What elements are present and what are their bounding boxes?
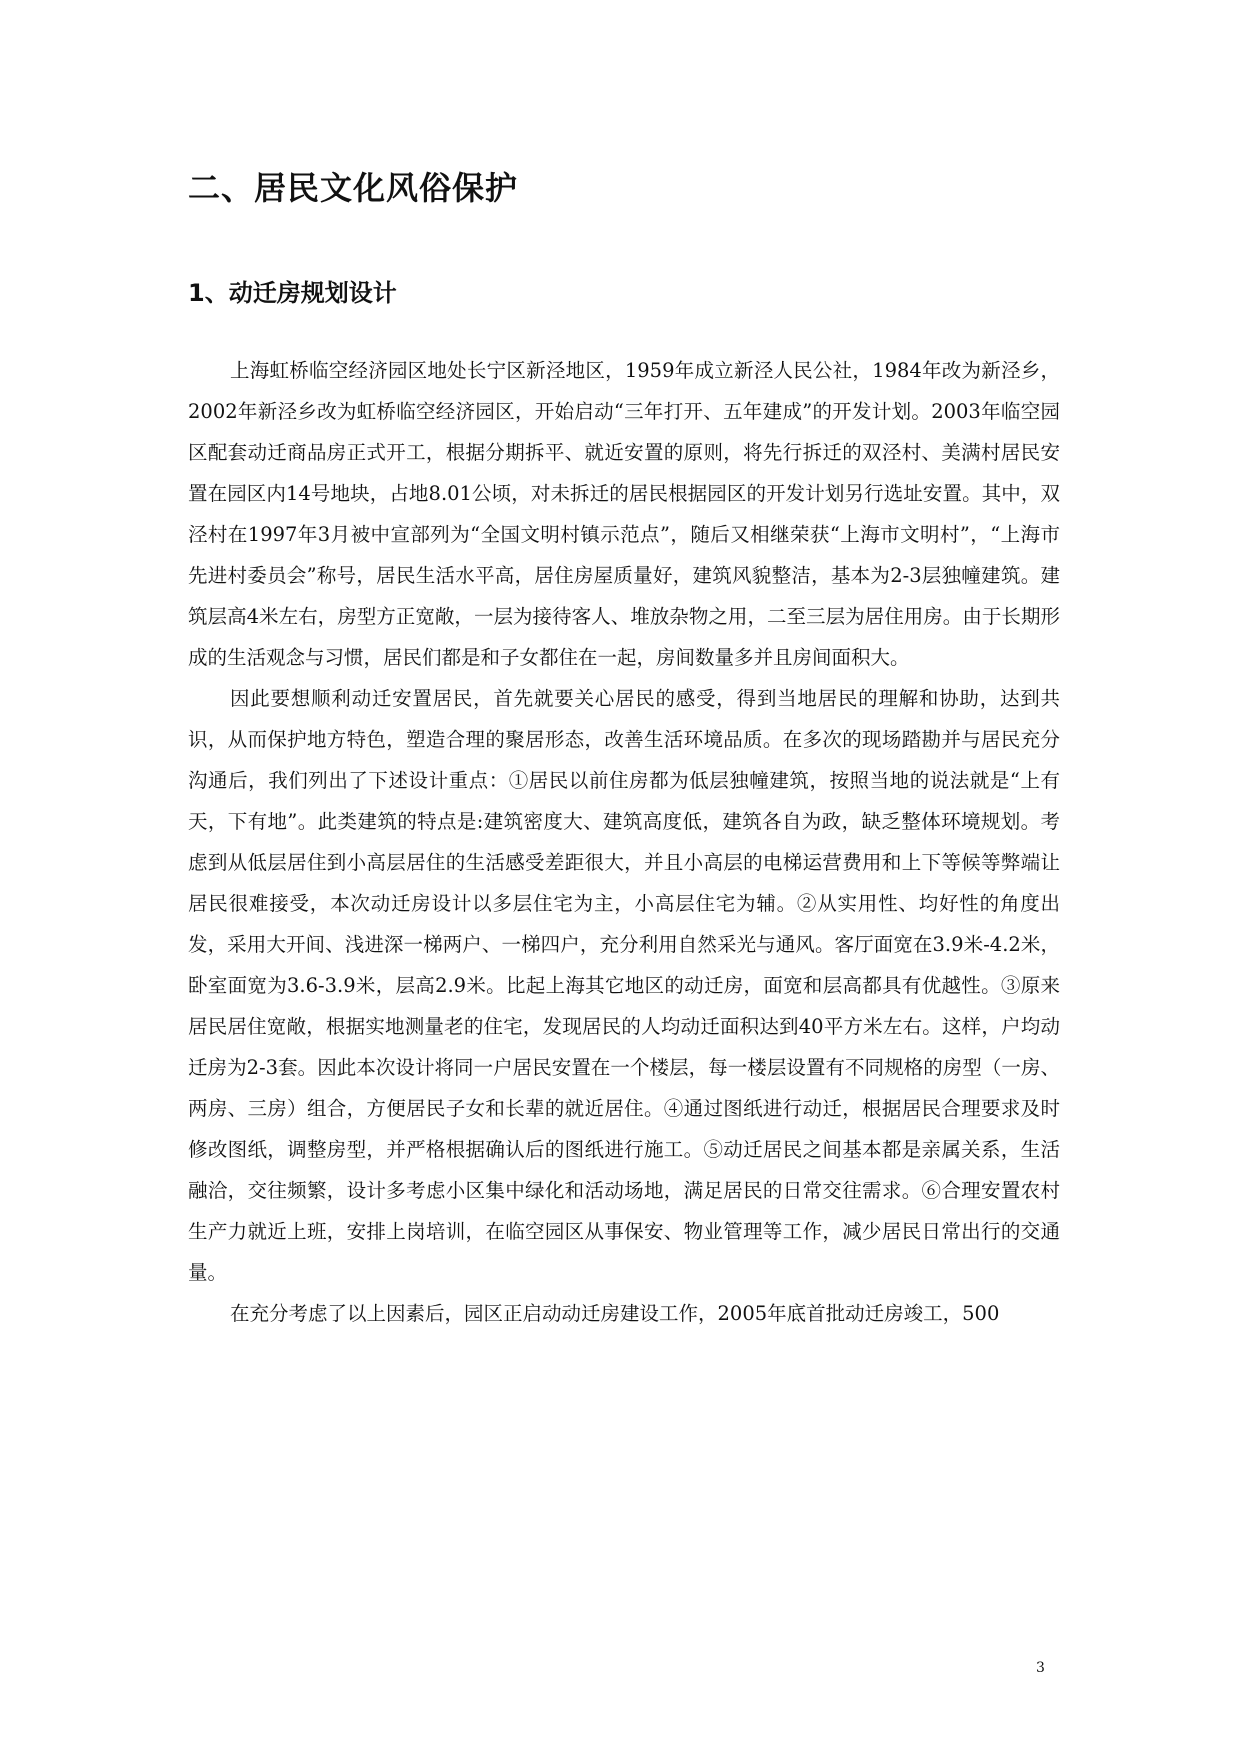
paragraph-2: 因此要想顺利动迁安置居民，首先就要关心居民的感受，得到当地居民的理解和协助，达到共识，从而保护地方特色，塑造合理的聚居形态，改善生活环境品质。在多次的现场踏勘并与居民充分沟通后，我们列出了下述设计重点：①居民以前住房都为低层独幢建筑，按照当地的说法就是“上有天，下有地”。此类建筑的特点是:建筑密度大、建筑高度低，建筑各自为政，缺乏整体环境规划。考虑到从低层居住到小高层居住的生活感受差距很大，并且小高层的电梯运营费用和上下等候等弊端让居民很难接受，本次动迁房设计以多层住宅为主，小高层住宅为辅。②从实用性、均好性的角度出发，采用大开间、浅进深一梯两户、一梯四户，充分利用自然采光与通风。客厅面宽在3.9米-4.2米，卧室面宽为3.6-3.9米，层高2.9米。比起上海其它地区的动迁房，面宽和层高都具有优越性。③原来居民居住宽敞，根据实地测量老的住宅，发现居民的人均动迁面积达到40平方米左右。这样，户均动迁房为2-3套。因此本次设计将同一户居民安置在一个楼层，每一楼层设置有不同规格的房型（一房、两房、三房）组合，方便居民子女和长辈的就近居住。④通过图纸进行动迁，根据居民合理要求及时修改图纸，调整房型，并严格根据确认后的图纸进行施工。⑤动迁居民之间基本都是亲属关系，生活融洽，交往频繁，设计多考虑小区集中绿化和活动场地，满足居民的日常交往需求。⑥合理安置农村生产力就近上班，安排上岗培训，在临空园区从事保安、物业管理等工作，减少居民日常出行的交通量。 (188, 687, 1060, 1284)
paragraph-3: 在充分考虑了以上因素后，园区正启动动迁房建设工作，2005年底首批动迁房竣工，500 (230, 1302, 1000, 1325)
subsection-heading: 1、动迁房规划设计 (188, 279, 397, 307)
section-heading: 二、居民文化风俗保护 (188, 169, 519, 207)
paragraph-1: 上海虹桥临空经济园区地处长宁区新泾地区，1959年成立新泾人民公社，1984年改为新泾乡，2002年新泾乡改为虹桥临空经济园区，开始启动“三年打开、五年建成”的开发计划。2003年临空园区配套动迁商品房正式开工，根据分期拆平、就近安置的原则，将先行拆迁的双泾村、美满村居民安置在园区内14号地块，占地8.01公顷，对未拆迁的居民根据园区的开发计划另行选址安置。其中，双泾村在1997年3月被中宣部列为“全国文明村镇示范点”，随后又相继荣获“上海市文明村”，“上海市先进村委员会”称号，居民生活水平高，居住房屋质量好，建筑风貌整洁，基本为2-3层独幢建筑。建筑层高4米左右，房型方正宽敞，一层为接待客人、堆放杂物之用，二至三层为居住用房。由于长期形成的生活观念与习惯，居民们都是和子女都住在一起，房间数量多并且房间面积大。 (188, 359, 1060, 669)
page-number: 3 (1036, 1660, 1045, 1676)
body-text (188, 350, 1060, 1334)
